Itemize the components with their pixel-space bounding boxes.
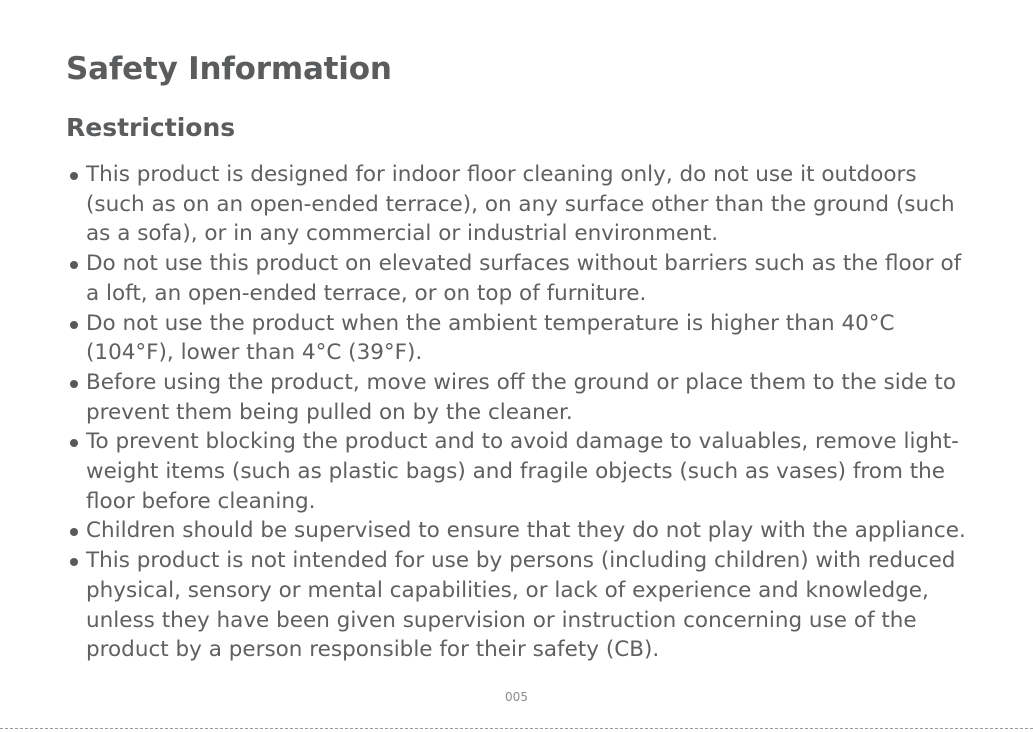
list-item bbox=[66, 368, 976, 427]
list-item-text: Before using the product, move wires off the ground or place them to the side to prevent them being pulled on by the cleaner. bbox=[86, 369, 956, 425]
list-item bbox=[66, 516, 976, 546]
list-item-text: To prevent blocking the product and to avoid damage to valuables, remove light-weight items (such as plastic bags) and fragile objects (such as vases) from the floor before cleaning. bbox=[86, 429, 959, 514]
bullet-icon bbox=[70, 261, 78, 269]
list-item bbox=[66, 546, 976, 665]
list-item-text: Do not use the product when the ambient temperature is higher than 40°C (104°F), lower than 4°C (39°F). bbox=[86, 310, 895, 366]
section-heading: Restrictions bbox=[66, 113, 236, 142]
list-item bbox=[66, 160, 976, 249]
page-bottom-divider bbox=[0, 728, 1033, 729]
list-item bbox=[66, 309, 976, 368]
list-item-text: Do not use this product on elevated surfaces without barriers such as the floor of a loft, an open-ended terrace, or on top of furniture. bbox=[86, 251, 962, 306]
list-item bbox=[66, 249, 976, 308]
list-item-text: Children should be supervised to ensure that they do not play with the appliance. bbox=[86, 518, 966, 544]
bullet-icon bbox=[70, 439, 78, 447]
bullet-icon bbox=[70, 172, 78, 180]
list-item bbox=[66, 427, 976, 516]
bullet-icon bbox=[70, 380, 78, 388]
list-item-text: This product is designed for indoor floor cleaning only, do not use it outdoors (such as on an open-ended terrace), on any surface other than the ground (such as a sofa), or in any commercial or industrial environment. bbox=[86, 162, 955, 247]
bullet-icon bbox=[70, 558, 78, 566]
page-number: 005 bbox=[505, 690, 528, 704]
page-title: Safety Information bbox=[66, 51, 392, 87]
bullet-icon bbox=[70, 321, 78, 329]
list-item-text: This product is not intended for use by persons (including children) with reduced physical, sensory or mental capabilities, or lack of experience and knowledge, unless they have been given supervision or instruction concerning use of the product by a person responsible for their safety (CB). bbox=[86, 548, 956, 663]
restrictions-list bbox=[66, 160, 976, 665]
bullet-icon bbox=[70, 528, 78, 536]
